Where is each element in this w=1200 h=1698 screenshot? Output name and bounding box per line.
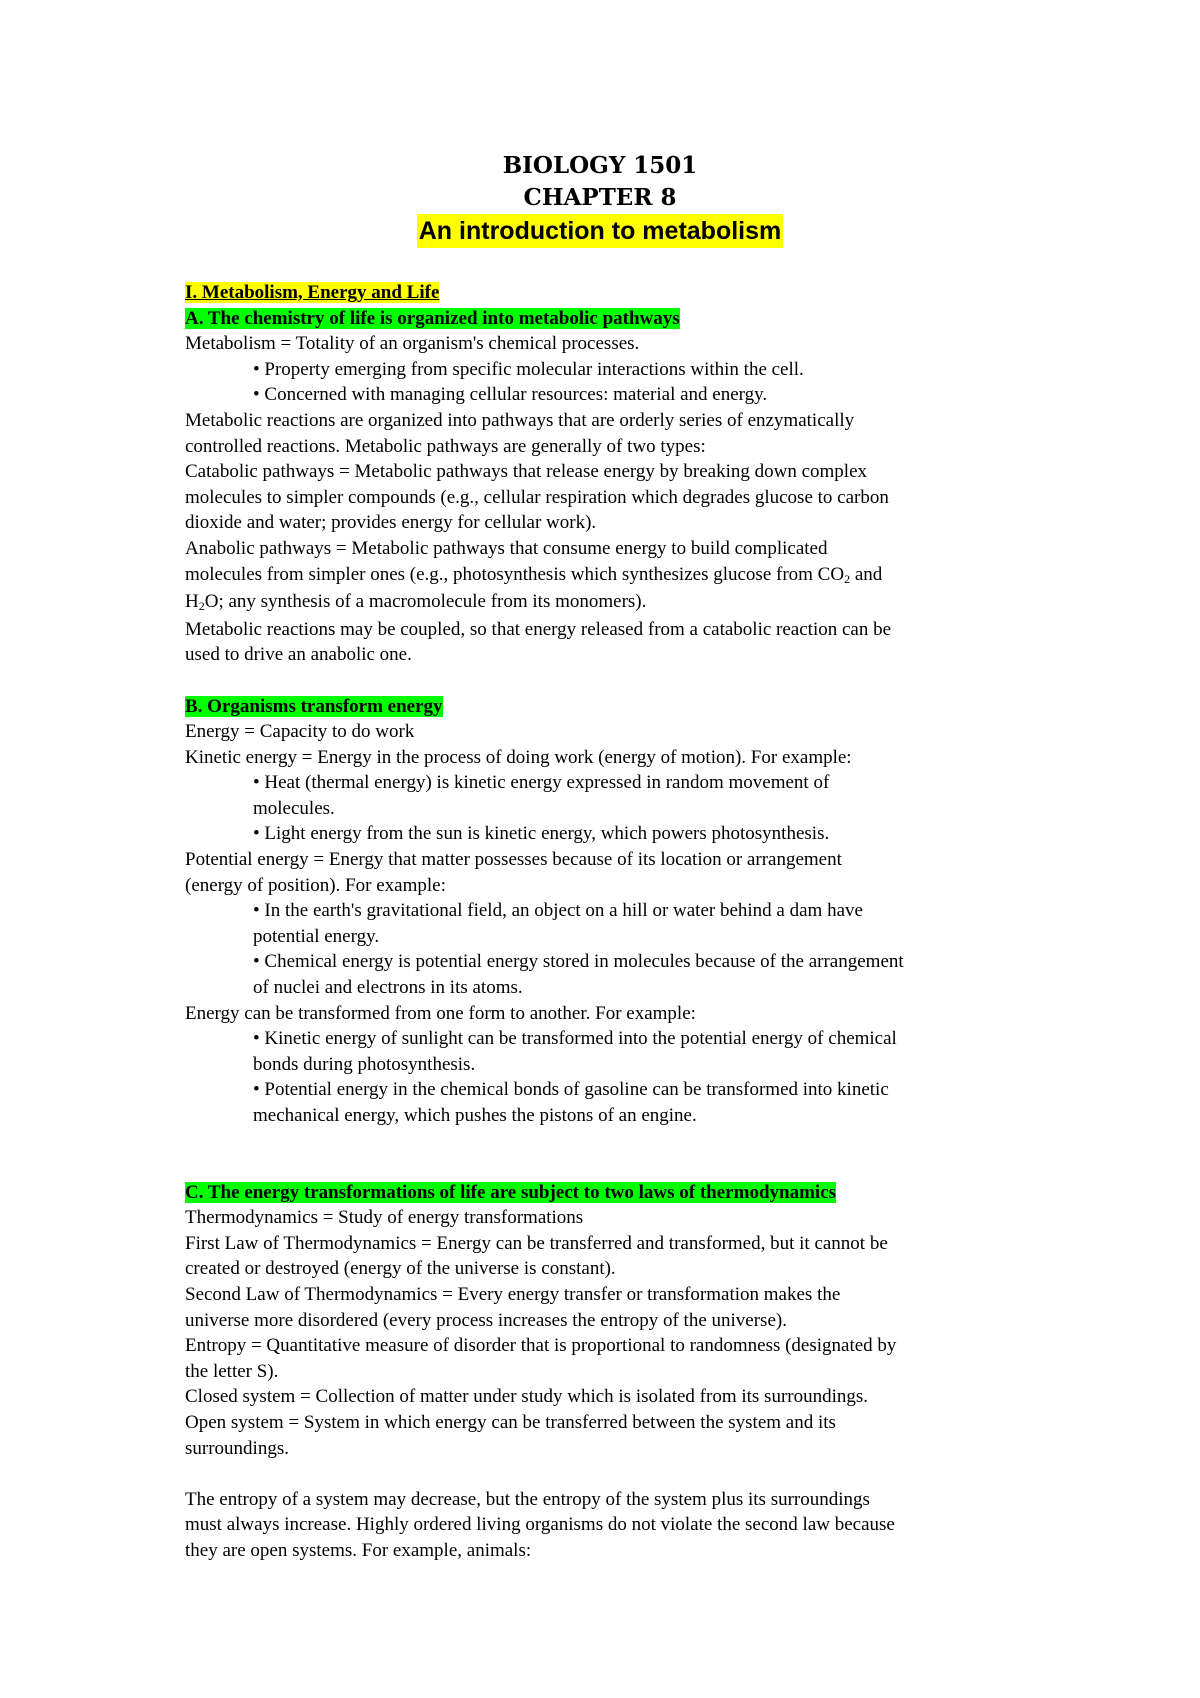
text-line: Entropy = Quantitative measure of disorder that is proportional to randomness (designated by: [185, 1335, 897, 1357]
bullet-item: • Chemical energy is potential energy stored in molecules because of the arrangement: [253, 951, 904, 973]
document-header: [0, 150, 1200, 248]
text-line: Thermodynamics = Study of energy transformations: [185, 1207, 584, 1229]
text-line: Kinetic energy = Energy in the process of doing work (energy of motion). For example:: [185, 746, 852, 768]
bullet-item: • Heat (thermal energy) is kinetic energy expressed in random movement of: [253, 772, 830, 794]
document-body: [185, 280, 1035, 1564]
text-line: used to drive an anabolic one.: [185, 644, 412, 666]
text-line: The entropy of a system may decrease, but the entropy of the system plus its surroundings: [185, 1488, 870, 1510]
bullet-item: • Property emerging from specific molecular interactions within the cell.: [253, 358, 804, 380]
bullet-item: • Potential energy in the chemical bonds of gasoline can be transformed into kinetic: [253, 1079, 889, 1101]
bullet-continuation: bonds during photosynthesis.: [253, 1053, 476, 1075]
bullet-continuation: mechanical energy, which pushes the pistons of an engine.: [253, 1105, 697, 1126]
text-line: Energy can be transformed from one form to another. For example:: [185, 1002, 696, 1024]
text-line: (energy of position). For example:: [185, 874, 446, 896]
text-line: created or destroyed (energy of the universe is constant).: [185, 1258, 616, 1280]
text-line: Energy = Capacity to do work: [185, 721, 415, 743]
text-line: Anabolic pathways = Metabolic pathways that consume energy to build complicated: [185, 537, 828, 559]
text-fragment: H: [185, 591, 199, 613]
text-fragment: molecules from simpler ones (e.g., photosynthesis which synthesizes glucose from CO: [185, 563, 845, 585]
text-line: must always increase. Highly ordered living organisms do not violate the second law because: [185, 1514, 895, 1536]
section-heading-I: I. Metabolism, Energy and Life: [185, 282, 440, 303]
chapter-subtitle: An introduction to metabolism: [417, 214, 784, 248]
bullet-continuation: of nuclei and electrons in its atoms.: [253, 977, 523, 999]
text-line: Open system = System in which energy can be transferred between the system and its: [185, 1411, 836, 1433]
text-line: Metabolic reactions are organized into pathways that are orderly series of enzymatically: [185, 409, 855, 431]
text-line: Catabolic pathways = Metabolic pathways that release energy by breaking down complex: [185, 461, 868, 483]
text-line: First Law of Thermodynamics = Energy can be transferred and transformed, but it cannot be: [185, 1232, 888, 1254]
text-line: Potential energy = Energy that matter possesses because of its location or arrangement: [185, 849, 842, 871]
text-line: [185, 562, 1035, 590]
text-line: the letter S).: [185, 1360, 279, 1382]
bullet-item: • Light energy from the sun is kinetic energy, which powers photosynthesis.: [253, 823, 830, 845]
text-fragment: O; any synthesis of a macromolecule from its monomers).: [204, 591, 647, 613]
text-line: Closed system = Collection of matter under study which is isolated from its surroundings.: [185, 1386, 869, 1408]
text-line: molecules to simpler compounds (e.g., cellular respiration which degrades glucose to carbon: [185, 486, 889, 508]
bullet-continuation: molecules.: [253, 797, 335, 819]
section-heading-C: C. The energy transformations of life are subject to two laws of thermodynamics: [185, 1181, 837, 1203]
text-fragment: and: [850, 563, 883, 585]
bullet-item: • In the earth's gravitational field, an object on a hill or water behind a dam have: [253, 900, 863, 922]
bullet-item: • Concerned with managing cellular resources: material and energy.: [253, 384, 768, 406]
text-line: Metabolism = Totality of an organism's chemical processes.: [185, 333, 640, 355]
text-line: Metabolic reactions may be coupled, so that energy released from a catabolic reaction can be: [185, 618, 892, 640]
section-heading-B: B. Organisms transform energy: [185, 695, 443, 717]
bullet-item: • Kinetic energy of sunlight can be transformed into the potential energy of chemical: [253, 1028, 897, 1050]
bullet-continuation: potential energy.: [253, 925, 380, 947]
text-line: [185, 589, 1035, 617]
subscript: 2: [198, 599, 205, 614]
subscript: 2: [844, 571, 851, 586]
text-line: surroundings.: [185, 1437, 289, 1459]
text-line: dioxide and water; provides energy for cellular work).: [185, 512, 597, 534]
section-heading-A: A. The chemistry of life is organized into metabolic pathways: [185, 307, 680, 329]
text-line: Second Law of Thermodynamics = Every energy transfer or transformation makes the: [185, 1283, 841, 1305]
text-line: universe more disordered (every process increases the entropy of the universe).: [185, 1309, 787, 1331]
chapter-title: CHAPTER 8: [523, 184, 677, 211]
text-line: controlled reactions. Metabolic pathways are generally of two types:: [185, 435, 706, 457]
text-line: they are open systems. For example, animals:: [185, 1539, 532, 1561]
course-title: BIOLOGY 1501: [502, 152, 698, 179]
